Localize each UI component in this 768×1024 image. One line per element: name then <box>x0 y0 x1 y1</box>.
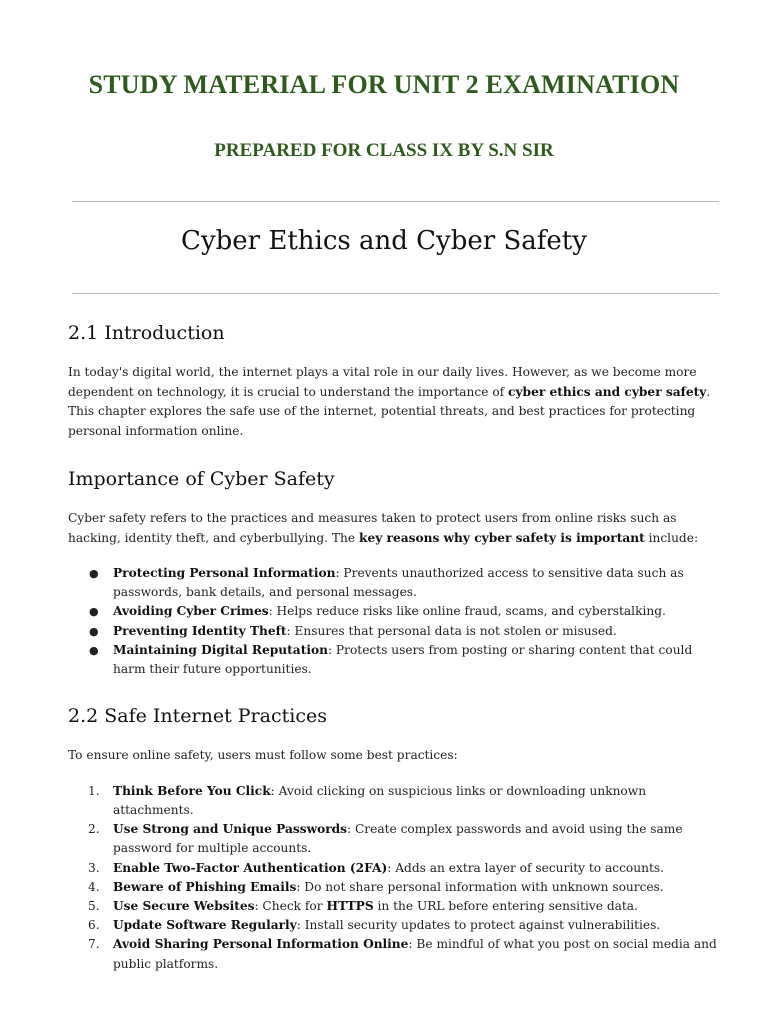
intro-text-a: In today's digital world, the internet plays a vital role in our daily lives. However, as we become more dependent on technology, it is crucial to understand the importance of <box>68 365 697 399</box>
list-item-term: Avoid Sharing Personal Information Online <box>113 937 409 952</box>
list-item-desc: : Avoid clicking on suspicious links or downloading unknown attachments. <box>113 783 647 817</box>
list-item-term: Protecting Personal Information <box>113 566 336 580</box>
list-item <box>89 564 723 602</box>
list-item-term: Preventing Identity Theft <box>113 623 287 638</box>
exam-title: STUDY MATERIAL FOR UNIT 2 EXAMINATION <box>88 70 680 99</box>
divider-bottom <box>72 293 719 294</box>
list-item-desc: : Prevents unauthorized access to sensitive data such as passwords, bank details, and personal messages. <box>113 566 684 600</box>
list-item-desc: : Protects users from posting or sharing content that could harm their future opportunities. <box>113 642 693 677</box>
section-importance <box>68 468 723 679</box>
exam-subtitle: PREPARED FOR CLASS IX BY S.N SIR <box>214 140 554 161</box>
list-item-term: Enable Two-Factor Authentication (2FA) <box>113 860 388 875</box>
list-item-desc: : Ensures that personal data is not stolen or misused. <box>286 623 617 638</box>
list-item-desc-a: : Check for <box>254 898 327 913</box>
intro-paragraph <box>68 363 723 441</box>
list-number: 6. <box>88 918 100 933</box>
list-number: 2. <box>88 822 100 837</box>
document-title: Cyber Ethics and Cyber Safety <box>181 226 587 256</box>
list-item <box>88 782 723 820</box>
list-item <box>88 935 723 973</box>
list-number: 7. <box>88 937 100 952</box>
divider-top <box>72 201 719 202</box>
list-item <box>89 641 723 679</box>
list-item-desc: : Helps reduce risks like online fraud, scams, and cyberstalking. <box>268 604 666 619</box>
section-heading-introduction: 2.1 Introduction <box>68 322 225 344</box>
list-item-desc: in the URL before entering sensitive data. <box>373 898 638 913</box>
list-item <box>89 622 723 641</box>
list-item <box>88 897 723 916</box>
importance-paragraph <box>68 509 723 548</box>
bullet-icon: ● <box>89 643 99 657</box>
list-number: 4. <box>88 879 100 894</box>
list-item-desc: : Adds an extra layer of security to accounts. <box>387 860 664 875</box>
list-item <box>88 916 723 935</box>
safe-practices-intro: To ensure online safety, users must follow some best practices: <box>68 748 458 763</box>
list-item-term: Beware of Phishing Emails <box>113 879 297 894</box>
list-number: 1. <box>88 783 100 798</box>
section-heading-safe-practices: 2.2 Safe Internet Practices <box>68 705 327 728</box>
section-introduction <box>68 322 723 441</box>
list-item-desc: : Do not share personal information with unknown sources. <box>296 879 664 894</box>
importance-text-bold: key reasons why cyber safety is important <box>359 530 645 545</box>
list-item <box>89 602 723 621</box>
intro-text-bold: cyber ethics and cyber safety <box>508 384 707 399</box>
list-item <box>88 820 723 858</box>
list-item-desc: : Install security updates to protect against vulnerabilities. <box>296 918 661 933</box>
importance-text-b: include: <box>644 530 699 545</box>
list-item-term: Maintaining Digital Reputation <box>113 642 328 657</box>
list-item <box>88 878 723 897</box>
section-heading-importance: Importance of Cyber Safety <box>68 468 335 490</box>
list-item-term: Avoiding Cyber Crimes <box>113 604 269 619</box>
importance-list <box>68 564 723 679</box>
intro-text-b: . This chapter explores the safe use of the internet, potential threats, and best practices for protecting personal information online. <box>68 384 711 438</box>
section-safe-practices <box>68 705 723 974</box>
bullet-icon: ● <box>89 624 99 638</box>
list-item-term: Update Software Regularly <box>113 918 297 933</box>
list-item-desc: : Create complex passwords and avoid using the same password for multiple accounts. <box>113 822 683 856</box>
list-item-bold: HTTPS <box>326 898 374 913</box>
list-number: 3. <box>88 860 100 875</box>
list-item-term: Use Secure Websites <box>113 898 255 913</box>
bullet-icon: ● <box>89 605 99 619</box>
importance-text-a: Cyber safety refers to the practices and measures taken to protect users from online risks such as hacking, identity theft, and cyberbullying. The <box>68 511 677 545</box>
document-body <box>68 322 723 974</box>
list-item-desc: : Be mindful of what you post on social media and public platforms. <box>113 937 717 971</box>
bullet-icon: ● <box>89 567 99 580</box>
list-number: 5. <box>88 898 100 913</box>
list-item <box>88 859 723 878</box>
list-item-term: Think Before You Click <box>113 783 271 798</box>
list-item-term: Use Strong and Unique Passwords <box>113 822 347 837</box>
safe-practices-list <box>68 782 723 974</box>
